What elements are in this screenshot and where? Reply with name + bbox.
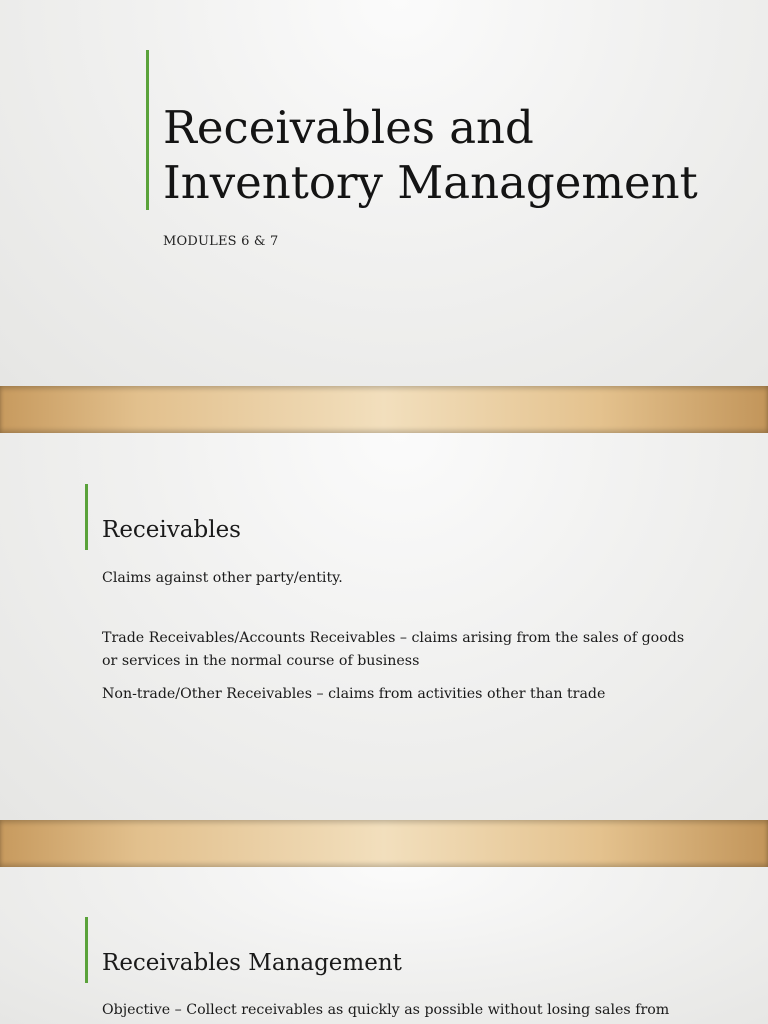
title-line-1: Receivables and (163, 101, 534, 154)
accent-bar (85, 484, 88, 550)
accent-bar (146, 50, 149, 210)
slide-heading: Receivables Management (102, 950, 402, 976)
title-slide (0, 0, 768, 386)
body-paragraph: Claims against other party/entity. (102, 570, 343, 586)
wood-divider (0, 820, 768, 867)
title-line-2: Inventory Management (163, 156, 698, 209)
wood-divider (0, 386, 768, 433)
receivables-slide (0, 433, 768, 820)
slide-heading: Receivables (102, 517, 241, 543)
receivables-management-slide (0, 867, 768, 1024)
accent-bar (85, 917, 88, 983)
body-paragraph: Trade Receivables/Accounts Receivables – claims arising from the sales of goods or services in the normal course of business (102, 630, 685, 669)
presentation-title (163, 100, 753, 210)
body-paragraph: Non-trade/Other Receivables – claims from activities other than trade (102, 686, 606, 702)
body-paragraph: Objective – Collect receivables as quickly as possible without losing sales from (102, 1002, 670, 1018)
presentation-subtitle: MODULES 6 & 7 (163, 234, 279, 249)
